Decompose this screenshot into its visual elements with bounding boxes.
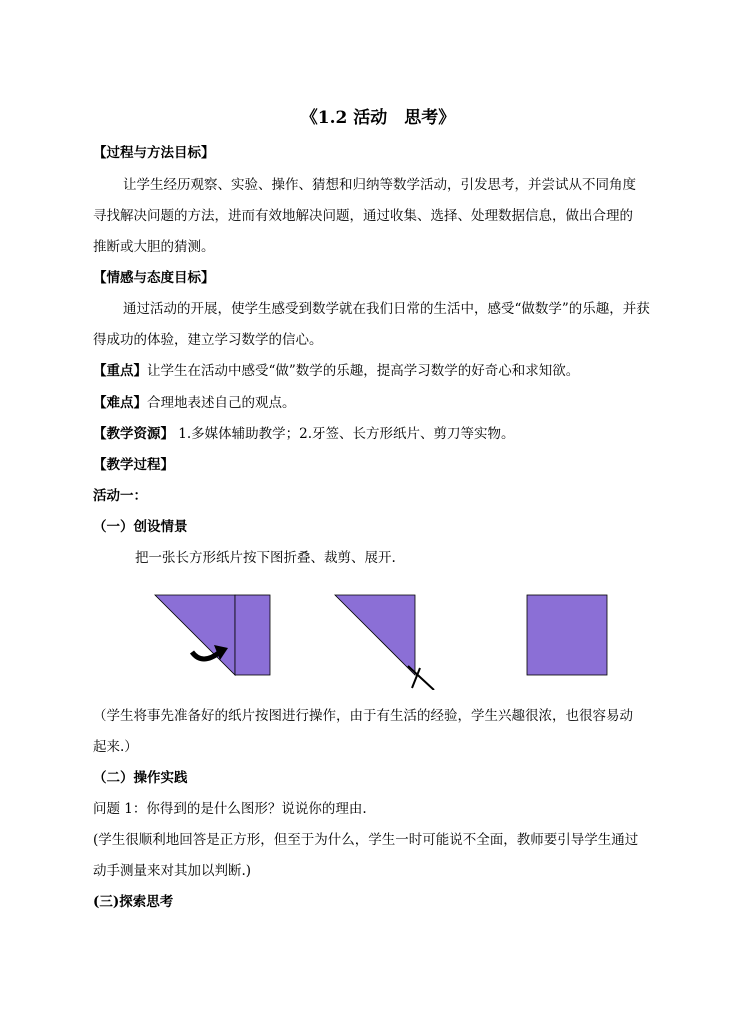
practice-note-line: (学生很顺利地回答是正方形，但至于为什么，学生一时可能说不全面，教师要引导学生通过 — [93, 832, 639, 848]
paragraph-line: 寻找解决问题的方法，进而有效地解决问题，通过收集、选择、处理数据信息，做出合理的 — [93, 208, 633, 224]
practice-note-line: 动手测量来对其加以判断.) — [93, 863, 252, 879]
scene-note-line: （学生将事先准备好的纸片按图进行操作，由于有生活的经验，学生兴趣很浓，也很容易动 — [93, 708, 633, 724]
fold-step-shape — [155, 595, 270, 675]
resources-line — [93, 424, 663, 444]
resources-label: 【教学资源】 — [93, 426, 174, 442]
difficulty-text: 合理地表述自己的观点。 — [147, 395, 296, 411]
difficulty-line — [93, 393, 663, 413]
process-heading: 【教学过程】 — [93, 457, 174, 473]
paragraph-line: 得成功的体验，建立学习数学的信心。 — [93, 332, 323, 348]
activity1-heading: 活动一： — [93, 488, 147, 504]
practice-question: 问题 1：你得到的是什么图形？说说你的理由. — [93, 801, 367, 817]
unfolded-square — [527, 595, 607, 675]
emotion-goal-heading: 【情感与态度目标】 — [93, 270, 215, 286]
folded-triangle — [155, 595, 235, 675]
difficulty-label: 【难点】 — [93, 395, 147, 411]
key-point-text: 让学生在活动中感受“做”数学的乐趣，提高学习数学的好奇心和求知欲。 — [147, 363, 580, 379]
paragraph-line: 通过活动的开展，使学生感受到数学就在我们日常的生活中，感受“做数学”的乐趣，并获 — [123, 301, 650, 317]
cut-step-shape — [335, 595, 434, 690]
process-goal-heading: 【过程与方法目标】 — [93, 145, 215, 161]
key-point-label: 【重点】 — [93, 363, 147, 379]
explore-heading: (三)探索思考 — [93, 894, 174, 910]
scene-heading: （一）创设情景 — [93, 519, 188, 535]
page-title: 《1.2 活动 思考》 — [300, 108, 456, 128]
fold-arrow-icon — [192, 652, 220, 659]
cut-triangle — [335, 595, 415, 675]
paragraph-line: 让学生经历观察、实验、操作、猜想和归纳等数学活动，引发思考，并尝试从不同角度 — [123, 177, 636, 193]
scene-note-line: 起来.） — [93, 739, 138, 755]
scene-instruction: 把一张长方形纸片按下图折叠、裁剪、展开. — [135, 550, 396, 566]
folded-strip — [235, 595, 270, 675]
practice-heading: （二）操作实践 — [93, 770, 188, 786]
key-point-line — [93, 361, 663, 381]
folding-figure — [150, 590, 620, 690]
paragraph-line: 推断或大胆的猜测。 — [93, 239, 215, 255]
resources-text: 1.多媒体辅助教学；2.牙签、长方形纸片、剪刀等实物。 — [174, 426, 515, 442]
